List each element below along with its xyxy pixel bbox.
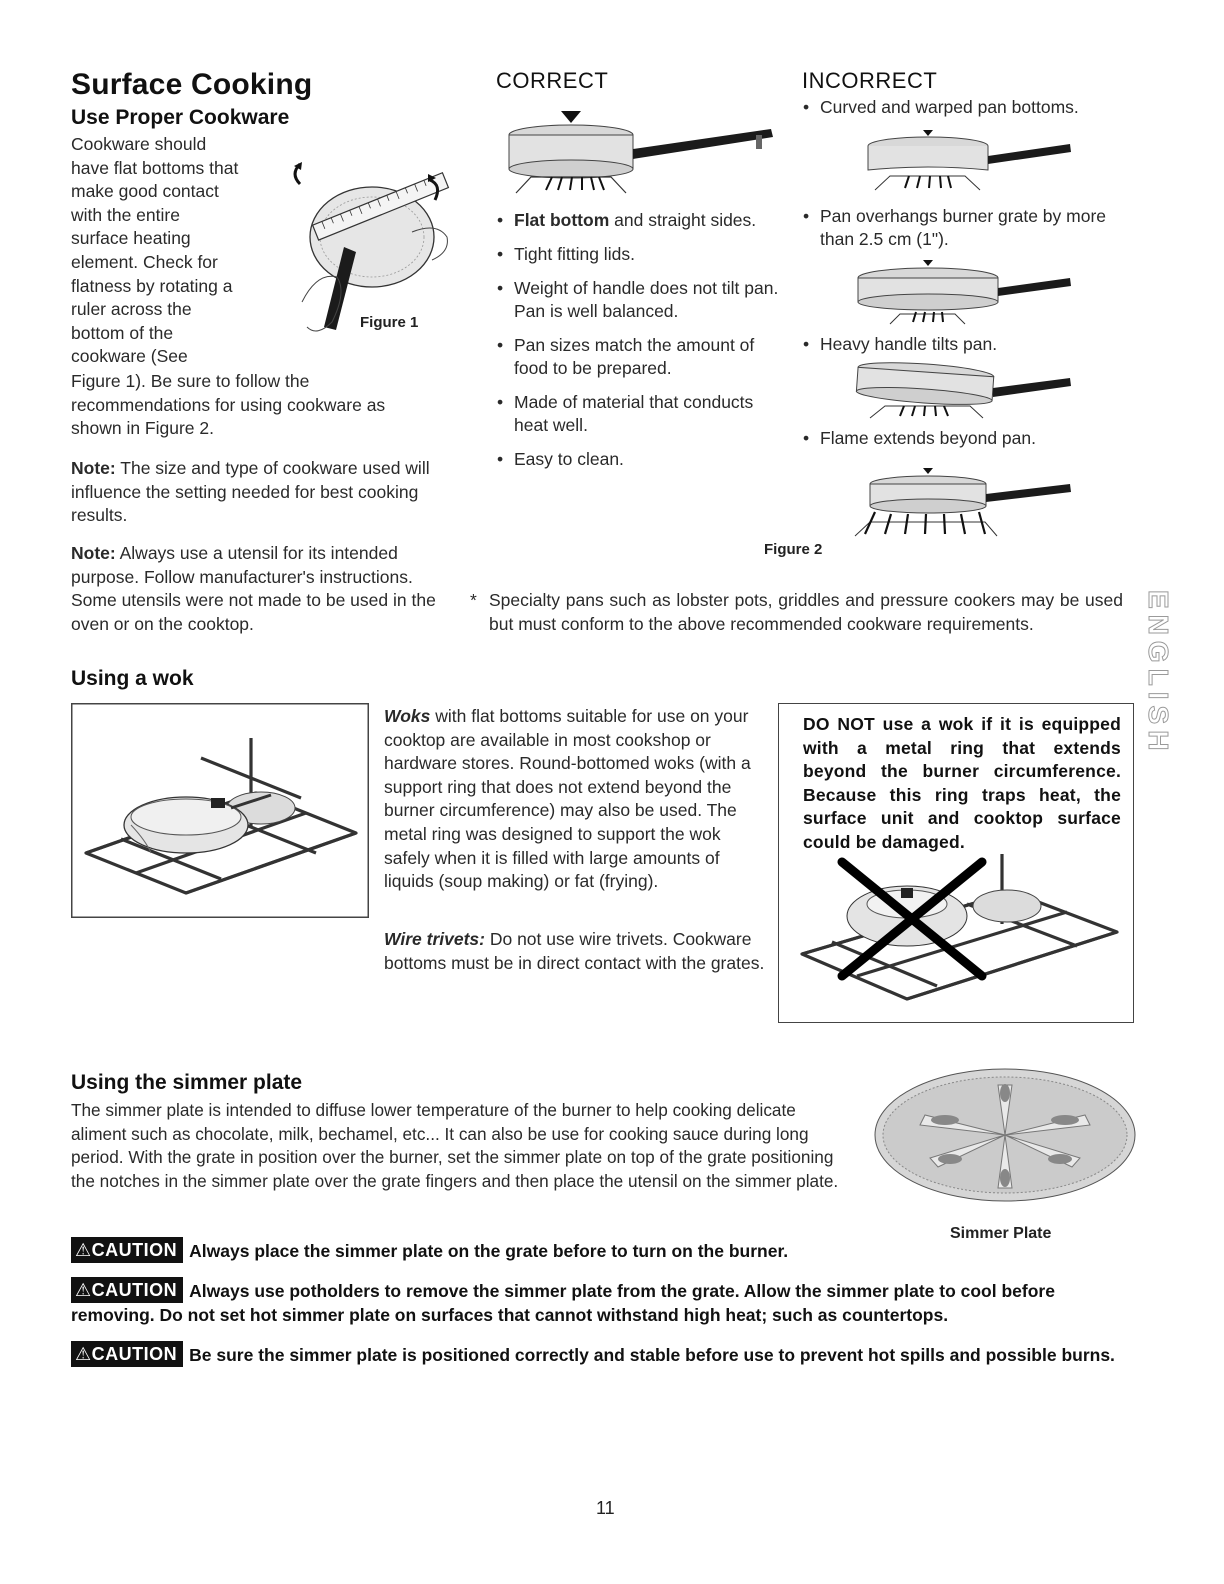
caution-badge: ⚠CAUTION (71, 1341, 183, 1367)
wok-illustration (71, 703, 369, 918)
incorrect-pan-warped (845, 128, 1085, 198)
simmer-text: The simmer plate is intended to diffuse lower temperature of the burner to help cooking delicate aliment such as chocolate, milk, bechamel, etc... It can also be use for cooking sauce during long period. With the grate in position over the burner, set the simmer plate on top of the grate positioning the notches in the simmer plate over the grate fingers and then place the utensil on the simmer plate. (71, 1100, 839, 1191)
wok-warning-box (778, 703, 1134, 1023)
caution-1: ⚠CAUTION Always place the simmer plate on the grate before to turn on the burner. (71, 1237, 931, 1263)
correct-item: • Made of material that conducts heat well. (492, 391, 782, 437)
wok-paragraph-1: Woks with flat bottoms suitable for use on your cooktop are available in most cookshop or hardware stores. Round-bottomed woks (with a support ring that does not extend beyond the burner circumference) may also be used. The metal ring was designed to support the wok safely when it is filled with large amounts of liquids (soup making) or fat (frying). (384, 706, 751, 892)
correct-list (492, 209, 782, 471)
incorrect-pan-overhang (845, 258, 1085, 330)
correct-item: • Pan sizes match the amount of food to be prepared. (492, 334, 782, 380)
incorrect-heading: INCORRECT (802, 68, 938, 93)
correct-item: • Weight of handle does not tilt pan. Pan is well balanced. (492, 277, 782, 323)
note-1: Note: The size and type of cookware used will influence the setting needed for best cooking results. (71, 458, 430, 526)
note-2: Note: Always use a utensil for its intended purpose. Follow manufacturer's instructions. Some utensils were not made to be used in the oven or on the cooktop. (71, 543, 436, 634)
incorrect-item-2: • Pan overhangs burner grate by more than 2.5 cm (1"). (798, 205, 1118, 251)
simmer-plate-illustration (870, 1063, 1140, 1208)
incorrect-pan-flame (845, 466, 1085, 542)
caution-2: ⚠CAUTION Always use potholders to remove the simmer plate from the grate. Allow the simmer plate to cool before removing. Do not set hot simmer plate on surfaces that cannot withstand high heat; such as countertops. (71, 1277, 1131, 1327)
wok-paragraph-2: Wire trivets: Do not use wire trivets. Cookware bottoms must be in direct contact with the grates. (384, 929, 765, 973)
wok-warning-text: DO NOT use a wok if it is equipped with a metal ring that extends beyond the burner circumference. Because this ring traps heat, the surface unit and cooktop surface could be damaged. (803, 714, 1121, 852)
wok-incorrect-illustration (787, 844, 1127, 1014)
specialty-star: * (470, 590, 477, 610)
simmer-heading: Using the simmer plate (71, 1071, 303, 1094)
caution-3: ⚠CAUTION Be sure the simmer plate is positioned correctly and stable before use to prevent hot spills and possible burns. (71, 1341, 1131, 1367)
figure1-caption: Figure 1 (360, 314, 419, 331)
correct-item: • Flat bottom and straight sides. (492, 209, 782, 232)
caution-badge: ⚠CAUTION (71, 1277, 183, 1303)
page-number: 11 (596, 1498, 615, 1518)
correct-pan-illustration (496, 105, 786, 200)
incorrect-pan-tilted (845, 360, 1085, 425)
correct-heading: CORRECT (496, 68, 609, 93)
cookware-intro-continued: Figure 1). Be sure to follow the recommendations for using cookware as shown in Figure 2. (71, 371, 386, 439)
figure2-caption: Figure 2 (764, 541, 823, 558)
cookware-intro: Cookware should have flat bottoms that make good contact with the entire surface heating element. Check for flatness by rotating a ruler across the bottom of the cookware (See (71, 134, 239, 367)
correct-item: • Tight fitting lids. (492, 243, 782, 266)
language-side-tab: ENGLISH (1143, 590, 1174, 757)
incorrect-item-3: • Heavy handle tilts pan. (798, 333, 1118, 356)
wok-heading: Using a wok (71, 667, 194, 690)
caution-badge: ⚠CAUTION (71, 1237, 183, 1263)
incorrect-item-4: • Flame extends beyond pan. (798, 427, 1118, 450)
specialty-note: Specialty pans such as lobster pots, griddles and pressure cookers may be used but must conform to the above recommended cookware requirements. (489, 590, 1123, 634)
incorrect-item-1: • Curved and warped pan bottoms. (798, 96, 1138, 119)
correct-item: • Easy to clean. (492, 448, 782, 471)
page-title: Surface Cooking (71, 68, 313, 101)
cookware-heading: Use Proper Cookware (71, 106, 290, 129)
simmer-plate-caption: Simmer Plate (950, 1225, 1052, 1242)
